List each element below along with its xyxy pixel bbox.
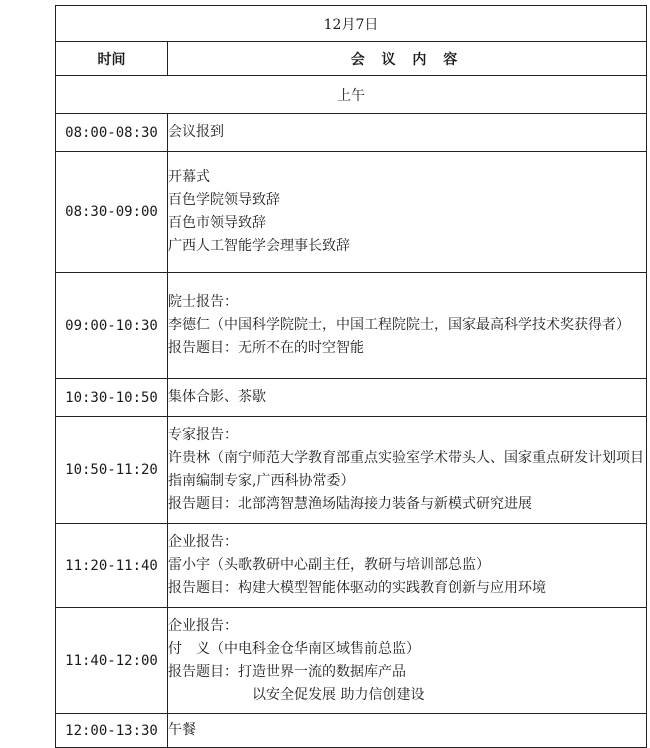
content-line: 以安全促发展 助力信创建设 [252, 686, 425, 703]
date-row [56, 6, 647, 42]
content-cell [168, 114, 647, 152]
content-line: 雷小宇（头歌教研中心副主任，教研与培训部总监） [168, 557, 490, 573]
time-cell: 11:20-11:40 [56, 524, 168, 608]
table-row [56, 379, 647, 417]
time-cell: 08:30-09:00 [56, 152, 168, 273]
content-cell [168, 379, 647, 417]
content-line: 报告题目：打造世界一流的数据库产品 [168, 663, 406, 680]
header-row [56, 42, 647, 76]
content-cell [168, 417, 647, 524]
content-line: 集体合影、茶歇 [168, 389, 266, 405]
date-title: 12月7日 [56, 6, 647, 42]
session-title: 上午 [56, 76, 647, 114]
table-row [56, 273, 647, 379]
session-row [56, 76, 647, 114]
content-line: 院士报告： [168, 294, 238, 310]
time-cell: 12:00-13:30 [56, 714, 168, 748]
time-cell: 10:30-10:50 [56, 379, 168, 417]
table-row [56, 524, 647, 608]
content-line: 李德仁（中国科学院院士，中国工程院院士，国家最高科学技术奖获得者） [168, 317, 630, 333]
time-cell: 08:00-08:30 [56, 114, 168, 152]
content-line: 报告题目：北部湾智慧渔场陆海接力装备与新模式研究进展 [168, 496, 532, 512]
time-cell: 10:50-11:20 [56, 417, 168, 524]
content-cell [168, 152, 647, 273]
content-line: 报告题目：构建大模型智能体驱动的实践教育创新与应用环境 [168, 580, 546, 596]
content-line: 广西人工智能学会理事长致辞 [168, 238, 350, 254]
table-row [56, 608, 647, 714]
table-row [56, 714, 647, 748]
table-row [56, 152, 647, 273]
time-cell: 11:40-12:00 [56, 608, 168, 714]
content-cell [168, 273, 647, 379]
content-line: 午餐 [168, 722, 196, 738]
content-cell [168, 524, 647, 608]
content-line: 许贵林（南宁师范大学教育部重点实验室学术带头人、国家重点研发计划项目指南编制专家,广西科协常委） [168, 450, 644, 489]
content-line: 付 义（中电科金仓华南区域售前总监） [168, 640, 420, 657]
content-line: 企业报告： [168, 534, 238, 550]
schedule-table [55, 5, 647, 748]
content-line: 开幕式 [168, 169, 210, 185]
content-line: 百色市领导致辞 [168, 215, 266, 231]
content-line: 会议报到 [168, 124, 224, 140]
content-line: 百色学院领导致辞 [168, 192, 280, 208]
table-row [56, 417, 647, 524]
content-cell [168, 714, 647, 748]
content-line: 报告题目：无所不在的时空智能 [168, 340, 364, 356]
content-cell [168, 608, 647, 714]
header-content: 会 议 内 容 [168, 42, 647, 76]
time-cell: 09:00-10:30 [56, 273, 168, 379]
header-time: 时间 [56, 42, 168, 76]
content-line: 企业报告： [168, 617, 238, 634]
table-row [56, 114, 647, 152]
content-line: 专家报告： [168, 427, 238, 443]
